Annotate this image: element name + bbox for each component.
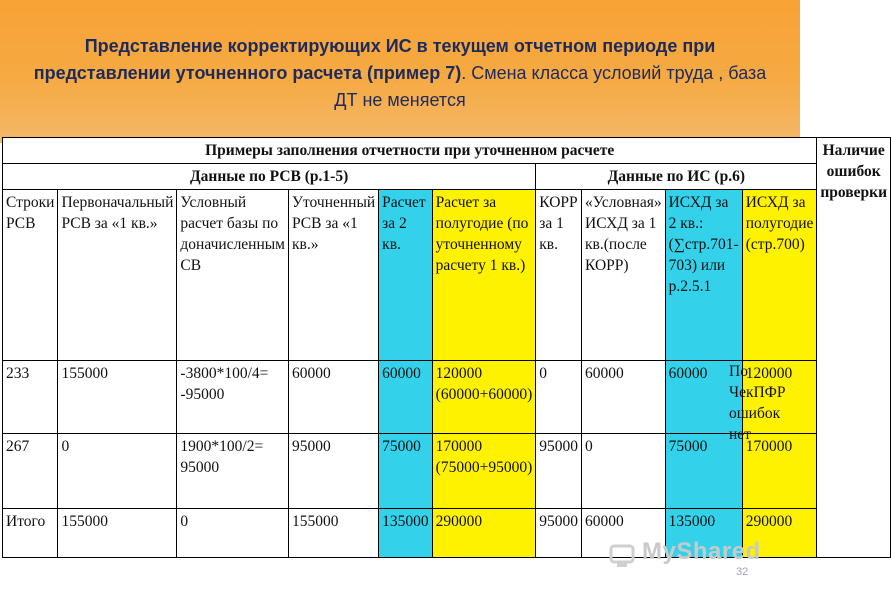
table-cell: 233 (3, 361, 58, 434)
error-check-result: По ЧекПФР ошибок нет (729, 363, 786, 443)
myshared-logo-icon (608, 540, 638, 570)
slide-title-rest: . Смена класса условий труда , база ДТ не меняется (334, 63, 767, 110)
slide-title-bold: Представление корректирующих ИС в текущем отчетном периоде при представлении уточненного расчета (пример 7) (33, 36, 716, 83)
group-header-is: Данные по ИС (р.6) (536, 164, 817, 190)
error-check-column (817, 138, 891, 558)
column-header: Расчет за полугодие (по уточненному расчету 1 кв.) (432, 190, 536, 361)
table-cell: 135000 (665, 509, 742, 558)
table-cell: 60000 (582, 509, 666, 558)
table-cell: 0 (582, 434, 666, 509)
column-header: «Условная» ИСХД за 1 кв.(после КОРР) (582, 190, 666, 361)
table-cell: 60000 (379, 361, 433, 434)
table-cell: 75000 (665, 434, 742, 509)
table-cell: -3800*100/4= -95000 (177, 361, 289, 434)
column-header: КОРР за 1 кв. (536, 190, 582, 361)
table-cell: 60000 (289, 361, 379, 434)
table-cell: 1900*100/2= 95000 (177, 434, 289, 509)
table-cell: 120000 (60000+60000) (432, 361, 536, 434)
slide-title (20, 33, 780, 114)
table-cell: 155000 (289, 509, 379, 558)
column-header: Уточненный РСВ за «1 кв.» (289, 190, 379, 361)
table-cell: 95000 (289, 434, 379, 509)
table-cell: 0 (177, 509, 289, 558)
reporting-table (2, 137, 891, 558)
watermark-text: MyShared (642, 538, 761, 565)
table-cell: 0 (58, 434, 177, 509)
table-cell: 290000 (432, 509, 536, 558)
group-header-rsv: Данные по РСВ (р.1-5) (3, 164, 536, 190)
table-cell: 0 (536, 361, 582, 434)
table-cell: 95000 (536, 509, 582, 558)
table-cell: 290000 (742, 509, 817, 558)
table-cell: Итого (3, 509, 58, 558)
column-header: Первоначальный РСВ за «1 кв.» (58, 190, 177, 361)
page-number: 32 (736, 566, 749, 578)
column-header: ИСХД за полугодие (стр.700) (742, 190, 817, 361)
table-cell: 135000 (379, 509, 433, 558)
table-cell: 120000 (742, 361, 817, 434)
table-cell: 155000 (58, 361, 177, 434)
table-cell: 155000 (58, 509, 177, 558)
error-check-header: Наличие ошибок проверки (820, 142, 888, 201)
table-cell: 60000 (582, 361, 666, 434)
table-cell: 75000 (379, 434, 433, 509)
column-header: ИСХД за 2 кв.: (∑стр.701-703) или р.2.5.1 (665, 190, 742, 361)
table-cell: 60000 (665, 361, 742, 434)
column-header: Строки РСВ (3, 190, 58, 361)
table-cell: 267 (3, 434, 58, 509)
column-header: Расчет за 2 кв. (379, 190, 433, 361)
table-cell: 170000 (75000+95000) (432, 434, 536, 509)
table-title: Примеры заполнения отчетности при уточненном расчете (3, 138, 817, 164)
table-cell: 170000 (742, 434, 817, 509)
table-cell: 95000 (536, 434, 582, 509)
column-header: Условный расчет базы по доначисленным СВ (177, 190, 289, 361)
